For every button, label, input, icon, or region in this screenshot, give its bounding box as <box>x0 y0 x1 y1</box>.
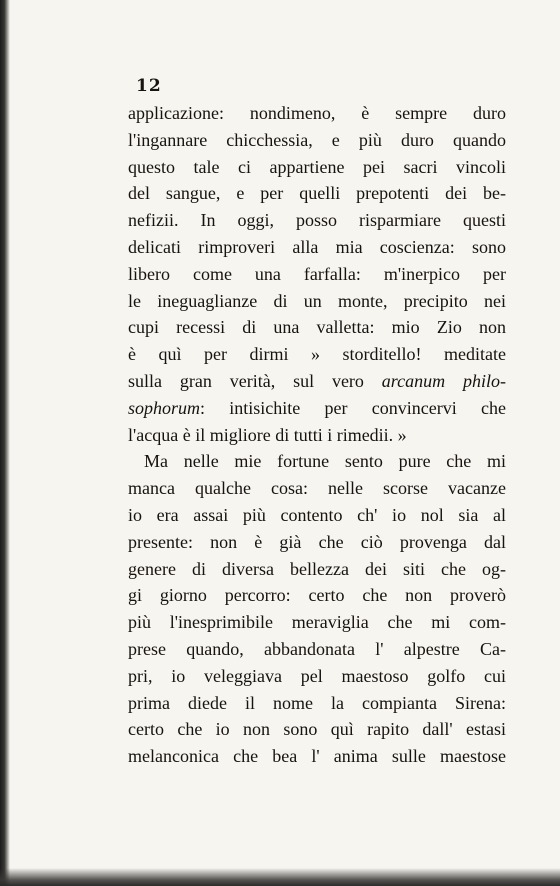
text-line: l'acqua è il migliore di tutti i rimedii. » <box>128 424 407 445</box>
text-line: genere di diversa bellezza dei siti che og- <box>128 558 506 579</box>
text-line: delicati rimproveri alla mia coscienza: sono <box>128 236 506 257</box>
text-line: gi giorno percorro: certo che non proverò <box>128 585 506 606</box>
page-edge-shadow <box>0 0 10 886</box>
italic-text-run: sophorum <box>128 397 201 418</box>
page-number: 12 <box>136 76 162 96</box>
text-line: nefizii. In oggi, posso risparmiare questi <box>128 210 506 231</box>
text-line: io era assai più contento ch' io nol sia al <box>128 504 506 525</box>
text-line: più l'inesprimibile meraviglia che mi com- <box>128 612 506 633</box>
text-line: applicazione: nondimeno, è sempre duro <box>128 103 506 123</box>
text-line <box>128 368 506 395</box>
body-text <box>128 100 506 770</box>
text-run: sulla gran verità, sul vero <box>128 370 382 391</box>
text-line: libero come una farfalla: m'inerpico per <box>128 263 506 284</box>
text-line: cupi recessi di una valletta: mio Zio non <box>128 317 506 338</box>
paragraph-first-line: Ma nelle mie fortune sento pure che mi <box>144 451 506 472</box>
text-line: prima diede il nome la compianta Sirena: <box>128 692 506 713</box>
text-line: certo che io non sono quì rapito dall' estasi <box>128 719 506 740</box>
text-line: manca qualche cosa: nelle scorse vacanze <box>128 478 506 499</box>
text-run: : intisichite per convincervi che <box>200 397 506 418</box>
text-line: presente: non è già che ciò provenga dal <box>128 531 506 552</box>
text-line: l'ingannare chicchessia, e più duro quando <box>128 129 506 150</box>
italic-text-run: arcanum philo- <box>381 370 506 391</box>
text-line: del sangue, e per quelli prepotenti dei be- <box>128 183 506 204</box>
text-line: le ineguaglianze di un monte, precipito nei <box>128 290 506 311</box>
text-line <box>128 395 506 422</box>
text-line: pri, io veleggiava pel maestoso golfo cui <box>128 665 506 686</box>
text-line: prese quando, abbandonata l' alpestre Ca- <box>128 638 506 659</box>
text-line: melanconica che bea l' anima sulle maestose <box>128 746 506 767</box>
page-bottom-shadow <box>0 868 560 886</box>
text-line: è quì per dirmi » storditello! meditate <box>128 344 506 365</box>
text-line: questo tale ci appartiene pei sacri vincoli <box>128 156 506 177</box>
